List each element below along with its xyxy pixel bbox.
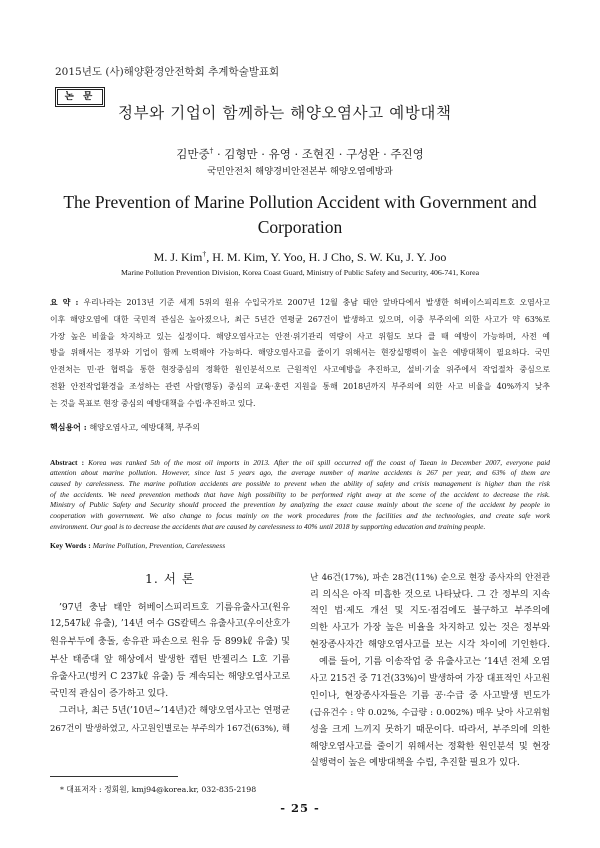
body-text-line: 그러나, 최근 5년(’10년~’14년)간 해양오염사고는 연평균 bbox=[59, 705, 290, 716]
body-text-line: 예를 들어, 기름 이송작업 중 유출사고는 ’14년 전체 오염 bbox=[319, 656, 550, 668]
co-author-names: · 김형만 · 유영 · 조현진 · 구성완 · 주진영 bbox=[213, 147, 424, 161]
abstract-korean-text: 우리나라는 2013년 기준 세계 5위의 원유 수입국가로 2007년 12월 충남 태안 앞바다에서 발생한 허베이스피리트호 오염사고 bbox=[83, 298, 550, 307]
conference-header: 2015년도 (사)해양환경안전학회 추계학술발표회 bbox=[55, 66, 280, 78]
body-text-line: 해양오염사고를 줄이기 위해서는 정확한 원인분석 및 현장 bbox=[310, 740, 550, 752]
body-text-line: 성을 크게 느끼지 못하기 때문이다. 따라서, 부주의에 의한 bbox=[310, 723, 550, 735]
paper-title-english-line: Corporation bbox=[257, 217, 343, 237]
body-text-line: 12,547㎘ 유출), ’14년 여수 GS칼텍스 유출사고(우이산호가 bbox=[50, 618, 290, 629]
abstract-english-text: Korea was ranked 5th of the most oil imports in 2013. After the oil spill occurred off the coast of Taean in December 2007, everyone paid bbox=[88, 457, 550, 467]
footnote-divider bbox=[50, 776, 178, 777]
body-text-line: 인이나, 현장종사자들은 기름 공·수급 중 사고발생 빈도가 bbox=[310, 689, 550, 701]
keywords-english-text: Marine Pollution, Prevention, Carelessness bbox=[92, 540, 226, 550]
body-column-right bbox=[310, 570, 550, 773]
abstract-english-line: cooperation with government. We also change to focus mainly on the work procedures from the facilities and the technologies, and create safe work bbox=[50, 510, 550, 520]
abstract-english-line bbox=[50, 458, 550, 469]
body-text-line: 원유부두에 충돌, 송유관 파손으로 원유 등 899㎘ 유출) 및 bbox=[50, 636, 290, 648]
abstract-korean-line bbox=[50, 295, 550, 312]
body-text-line: 난 46건(17%), 파손 28건(11%) 순으로 현장 종사자의 안전관 bbox=[310, 572, 550, 583]
abstract-korean-line: 는 것을 목표로 현장 중심의 예방대책을 수립·추진하고 있다. bbox=[50, 398, 256, 408]
body-text-line: 국민적 관심이 증가하고 있다. bbox=[50, 688, 169, 700]
abstract-english-line: environment. Our goal is to decrease the accidents that are caused by carelessness to 40% until 2018 by supporting education and training people. bbox=[50, 521, 486, 531]
abstract-english bbox=[50, 458, 550, 533]
abstract-english-label: Abstract : bbox=[50, 457, 89, 467]
affiliation-english: Marine Pollution Prevention Division, Korea Coast Guard, Ministry of Public Safety and Security, 406-741, Korea bbox=[120, 268, 480, 277]
abstract-korean-line: 전환 안전작업환경을 조성하는 관련 사람(행동) 중심의 교육·훈련 지원을 통해 2018년까지 부주의에 의한 사고 비율을 40%까지 낮추 bbox=[50, 381, 550, 391]
corresponding-author-mark: † bbox=[202, 249, 207, 258]
body-text-line: 리 의식은 아직 미흡한 것으로 나타났다. 그 간 정부의 지속 bbox=[310, 588, 550, 600]
abstract-english-line: Ministry of Public Safety and Security should proceed the prevention by analyzing the exact cause mainly about the scene of the accident by people in bbox=[50, 500, 550, 510]
body-text-line: 부산 태종대 앞 해상에서 발생한 캡틴 반젤리스 L호 기름 bbox=[50, 653, 290, 665]
abstract-korean bbox=[50, 295, 550, 413]
affiliation-korean: 국민안전처 해양경비안전본부 해양오염예방과 bbox=[207, 166, 393, 177]
abstract-korean-line: 이후 해양오염에 대한 국민적 관심은 높아졌으나, 최근 5년간 연평균 267건이 발생하고 있으며, 이중 부주의에 의한 사고가 약 63%로 bbox=[50, 314, 550, 324]
keywords-korean-text: 해양오염사고, 예방대책, 부주의 bbox=[89, 423, 201, 432]
abstract-korean-label: 요 약 : bbox=[50, 298, 84, 307]
body-text-line: 267건이 발생하였고, 사고원인별로는 부주의가 167건(63%), 해 bbox=[50, 723, 290, 734]
keywords-english bbox=[50, 540, 550, 551]
abstract-english-line: caused by carelessness. The marine pollution accidents are possible to prevent when the ability of safety and crisis management is higher than the risk bbox=[50, 478, 550, 488]
abstract-english-line: attention about marine pollution. However, since last 5 years ago, the average number of marine accidents is 267 per year, and 63% of them are bbox=[50, 468, 550, 478]
body-text-line: 유출사고(벙커 C 237㎘ 유출) 등 계속되는 해양오염사고로 bbox=[50, 671, 290, 683]
body-text-line: (급유건수 : 약 0.02%, 수급량 : 0.002%) 매우 낮아 사고위험 bbox=[310, 707, 550, 718]
paper-title-english-line: The Prevention of Marine Pollution Accident with Government and bbox=[63, 192, 537, 212]
keywords-english-label: Key Words : bbox=[50, 540, 93, 550]
keywords-korean bbox=[50, 420, 550, 435]
article-type-label: 논 문 bbox=[57, 89, 103, 105]
co-author-names: , H. M. Kim, Y. Yoo, H. J Cho, S. W. Ku, J. Y. Joo bbox=[206, 250, 447, 264]
lead-author-name: M. J. Kim bbox=[153, 250, 203, 264]
body-text-line: 사고 215건 중 71건(33%)이 발생하여 가장 대표적인 사고원 bbox=[310, 674, 550, 685]
abstract-korean-line: 방을 위해서는 정부와 기업이 함께 노력해야 가능하다. 해양오염사고를 줄이기 위해서는 현장실행력이 높은 예방대책이 필요하다. 국민 bbox=[50, 348, 550, 358]
footnote-corresponding-author: * 대표저자 : 정회원, kmj94@korea.kr, 032-835-2198 bbox=[60, 785, 257, 794]
paper-title-korean: 정부와 기업이 함께하는 해양오염사고 예방대책 bbox=[118, 104, 452, 122]
abstract-korean-line: 가장 높은 비율을 차지하고 있는 실정이다. 해양오염사고는 안전·위기관리 역량이 사고 위험도 보다 클 때 예방이 가능하며, 사전 예 bbox=[50, 331, 550, 341]
corresponding-author-mark: † bbox=[209, 146, 214, 156]
body-text-line: ’97년 충남 태안 허베이스피리트호 기름유출사고(원유 bbox=[59, 601, 290, 613]
section-heading: 1. 서 론 bbox=[144, 570, 196, 586]
page-number: - 25 - bbox=[280, 801, 320, 815]
author-list-korean bbox=[140, 146, 460, 163]
body-column-left bbox=[50, 599, 290, 738]
lead-author-name: 김만중 bbox=[176, 147, 210, 161]
body-text-line: 현장종사자간 해양오염사고를 보는 시각 차이에 기인한다. bbox=[310, 639, 550, 651]
abstract-english-line: of the accidents. We need prevention methods that have high possibility to be performed right away at the scene of the accident to decrease the risk. bbox=[50, 489, 550, 499]
keywords-korean-label: 핵심용어 : bbox=[50, 422, 90, 432]
body-text-line: 적인 법·제도 개선 및 지도·점검에도 불구하고 부주의에 bbox=[310, 605, 550, 617]
body-text-line: 의한 사고가 가장 높은 비율을 차지하고 있는 것은 정부와 bbox=[310, 622, 550, 634]
abstract-korean-line: 안전처는 민·관 협력을 통한 현장중심의 정확한 원인분석으로 근원적인 사고예방을 추진하고, 설비·기술 위주에서 작업절차 중심으로 bbox=[50, 365, 550, 375]
body-text-line: 실행력이 높은 예방대책을 수립, 추진할 필요가 있다. bbox=[310, 757, 520, 769]
author-list-english bbox=[90, 249, 510, 266]
